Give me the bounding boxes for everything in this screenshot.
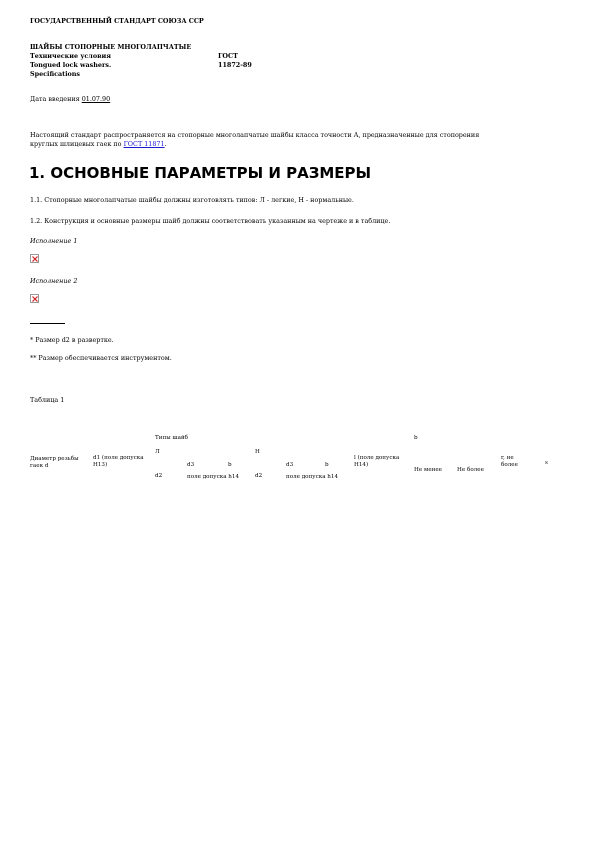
paragraph-1-1: 1.1. Стопорные многолапчатые шайбы должны изготовлять типов: Л - легкие, Н - нормальные. [30, 196, 354, 204]
col-max: Не более [457, 467, 484, 473]
type-n: Н [255, 449, 260, 455]
date-value: 01.07.90 [81, 95, 111, 103]
section-heading: 1. ОСНОВНЫЕ ПАРАМЕТРЫ И РАЗМЕРЫ [29, 164, 372, 182]
col-r: r, не более [501, 455, 518, 468]
l-b: b [228, 462, 232, 468]
n-d2: d2 [255, 473, 263, 479]
paragraph-1-2: 1.2. Конструкция и основные размеры шайб должны соответствовать указанным на чертеже и в таблице. [30, 217, 391, 225]
n-tolerance: поле допуска h14 [286, 474, 339, 480]
type-l: Л [155, 449, 160, 455]
figure-1-label: Исполнение 1 [30, 237, 78, 245]
scope-suffix: . [164, 140, 167, 148]
footnote-1: * Размер d2 в развертке. [30, 336, 114, 344]
table-caption: Таблица 1 [30, 396, 65, 404]
scope-line-2 [30, 140, 167, 148]
col-min: Не менее [414, 467, 442, 473]
subtitle-en-2: Specifications [30, 70, 81, 78]
standard-title: ГОСУДАРСТВЕННЫЙ СТАНДАРТ СОЮЗА ССР [30, 17, 204, 25]
gost-number: 11872-89 [218, 61, 252, 69]
b-header: b [414, 435, 418, 441]
col-s: s [545, 460, 548, 466]
gost-11871-link[interactable]: ГОСТ 11871 [123, 140, 165, 148]
col-d1: d1 (поле допуска Н13) [93, 455, 144, 468]
broken-image-icon [30, 294, 39, 303]
n-d3: d3 [286, 462, 294, 468]
broken-image-icon [30, 254, 39, 263]
types-header: Типы шайб [155, 435, 189, 441]
footnote-separator [30, 323, 65, 324]
scope-prefix: круглых шлицевых гаек по [30, 140, 122, 148]
subtitle-en-1: Tongued lock washers. [30, 61, 112, 69]
doc-title: ШАЙБЫ СТОПОРНЫЕ МНОГОЛАПЧАТЫЕ [30, 43, 192, 51]
footnote-2: ** Размер обеспечивается инструментом. [30, 354, 172, 362]
l-tolerance: поле допуска h14 [187, 474, 240, 480]
scope-line-1: Настоящий стандарт распространяется на стопорные многолапчатые шайбы класса точности А, предназначенные для стопорения [30, 131, 480, 139]
l-d3: d3 [187, 462, 195, 468]
figure-2-label: Исполнение 2 [30, 277, 78, 285]
col-diameter: Диаметр резьбы гаек d [30, 456, 79, 469]
date-label: Дата введения [30, 95, 80, 103]
col-l: l (поле допуска Н14) [354, 455, 400, 468]
date-line [30, 95, 110, 103]
subtitle-ru: Технические условия [30, 52, 111, 60]
l-d2: d2 [155, 473, 163, 479]
n-b: b [325, 462, 329, 468]
gost-label: ГОСТ [218, 52, 238, 60]
